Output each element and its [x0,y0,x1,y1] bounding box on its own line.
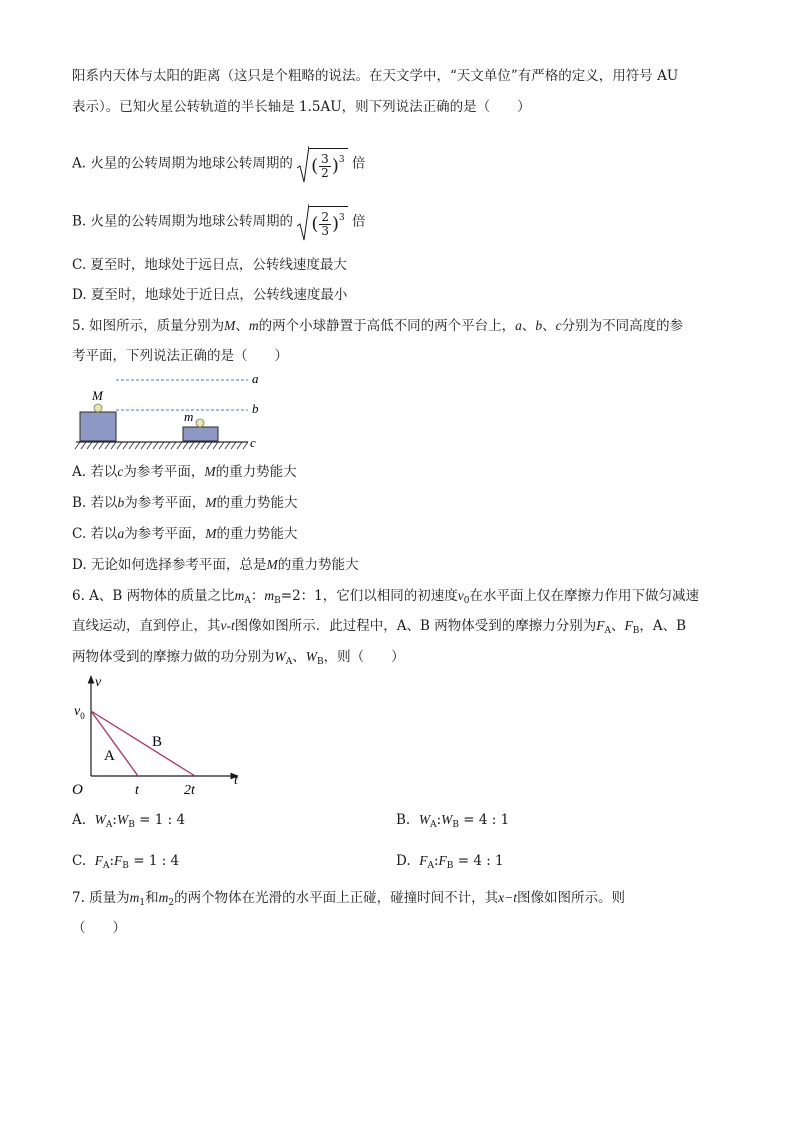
ratio-value: = 1 : 4 [133,853,180,869]
var-M: M [205,495,217,510]
opt-text: A. 若以 [72,464,118,480]
sub-B: B [317,657,324,667]
opt-text: 的重力势能大 [215,464,297,480]
var-FB: F [624,618,633,633]
opt-text: 的重力势能大 [277,557,359,573]
q4-option-b-suffix: 倍 [352,213,366,230]
var-WA: W [274,649,286,664]
q5-option-a[interactable] [72,463,297,481]
q5-option-b[interactable] [72,494,298,512]
q6-stem-line-3 [72,648,405,671]
v0-label: $v_0$ [74,704,85,721]
q7-stem-line-1 [72,889,625,912]
q5-option-d[interactable] [72,556,359,574]
sub-B: B [128,820,135,830]
exponent-a: 3 [338,155,345,165]
var-W: W [441,812,453,827]
q6-text: 两物体受到的摩擦力做的功分别为 [72,649,275,665]
label-m: m [184,409,194,424]
var-c: c [117,464,124,479]
q6-text: 图像如图所示．此过程中，A、B 两物体受到的摩擦力分别为 [234,618,597,634]
var-W: W [116,812,129,827]
intro-line-1: 阳系内天体与太阳的距离（这只是个粗略的说法。在天文学中，“天文单位”有严格的定义，用符号 AU [72,68,679,84]
option-letter: D. [396,853,411,869]
q6-text: 6. A、B 两物体的质量之比 [72,588,235,604]
q4-option-d[interactable]: D. 夏至时，地球处于近日点，公转线速度最小 [72,287,348,303]
colon: : [109,853,115,869]
var-W: W [418,812,431,827]
sub-A: A [430,820,437,830]
origin-label: O [72,782,83,798]
q6-text: 在水平面上仅在摩擦力作用下做匀减速 [469,588,699,604]
tall-platform [80,412,116,441]
q7-text: 的两个物体在光滑的水平面上正碰，碰撞时间不计，其 [174,890,499,906]
sub-B: B [446,861,454,871]
var-mB: m [264,588,275,603]
sub-2: 2 [168,898,175,908]
ball-M-icon [94,404,102,412]
comma: 、 [292,649,306,665]
q4-option-a[interactable] [72,148,365,180]
sub-A: A [285,657,293,667]
q4-option-b-text: B. 火星的公转周期为地球公转周期的 [72,213,294,230]
opt-text: 为参考平面， [124,526,206,542]
q6-text: 直线运动，直到停止，其 [72,618,221,634]
frac-b-denominator: 3 [321,224,329,238]
var-M: M [205,526,217,541]
q5-stem-line-2: 考平面，下列说法正确的是（ ） [72,348,288,364]
exponent-b: 3 [339,213,345,223]
var-M: M [224,318,236,333]
q5-stem-text-b: 的两个小球静置于高低不同的两个平台上， [258,318,516,334]
sqrt-expression-a: ( $\frac{3}{2}$ )$^3$ [297,148,347,180]
var-b: b [535,318,543,333]
q6-text: =2：1，它们以相同的初速度 [280,588,458,604]
var-FA: F [596,618,605,633]
var-WB: W [305,649,317,664]
frac-a-numerator: 3 [321,152,329,166]
var-M: M [266,557,278,572]
opt-text: 的重力势能大 [216,526,298,542]
q4-option-a-text: A. 火星的公转周期为地球公转周期的 [72,155,293,172]
q7-text: 图像如图所示。则 [517,890,625,906]
var-c: c [555,318,562,333]
separator: 、 [542,318,556,334]
label-A: A [104,748,115,764]
var-mA: m [234,588,245,603]
label-b: b [252,401,259,416]
q4-option-b[interactable] [72,206,366,238]
option-letter: B. [396,812,411,828]
q6-option-c[interactable] [72,852,179,875]
var-M: M [204,464,216,479]
sub-B: B [632,626,640,636]
sub-B: B [122,861,129,871]
var-F: F [94,853,103,868]
q4-option-c[interactable]: C. 夏至时，地球处于远日点，公转线速度最大 [72,257,347,273]
ratio-value: = 1 : 4 [139,812,186,828]
q6-option-d[interactable] [396,852,504,875]
q6-text: ，A、B [639,618,687,634]
var-v0: v [457,588,464,603]
colon: : [436,812,442,828]
line-B [91,711,195,776]
q6-stem-line-1 [72,587,699,610]
q6-vt-graph [68,670,248,800]
opt-text: 为参考平面， [123,464,205,480]
frac-b-numerator: 2 [321,210,329,224]
sub-B: B [452,820,459,830]
label-B: B [152,734,163,750]
var-vt: v-t [220,618,235,633]
sub-A: A [427,861,434,871]
label-a: a [252,371,259,386]
colon: ： [250,588,265,604]
sub-1: 1 [139,898,146,908]
var-F: F [114,853,123,868]
sub-A: A [604,626,611,636]
ground-hatching [75,442,248,449]
q7-text: 和 [145,890,159,906]
tick-t: t [135,783,139,798]
opt-text: B. 若以 [72,495,118,511]
colon: : [433,853,439,869]
ball-m-icon [196,419,204,427]
q4-option-a-suffix: 倍 [351,155,366,172]
q7-text: 7. 质量为 [72,890,130,906]
radical-sign-icon [297,144,309,184]
intro-line-2: 表示）。已知火星公转轨道的半长轴是 1.5AU，则下列说法正确的是（ ） [72,99,531,115]
sqrt-expression-b: ( $\frac{2}{3}$ )$^3$ [297,206,347,238]
sub-0: 0 [463,596,470,606]
ratio-value: = 4 : 1 [457,853,504,869]
comma: 、 [610,618,625,634]
q6-option-b[interactable] [396,811,509,834]
line-A [91,711,138,776]
sub-B: B [274,596,281,606]
q5-stem-line-1 [72,317,683,335]
opt-text: 的重力势能大 [216,495,298,511]
q5-stem-text: 5. 如图所示，质量分别为 [72,318,225,334]
label-c: c [250,435,256,450]
opt-text: 为参考平面， [124,495,206,511]
q6-option-a[interactable] [72,811,185,834]
q6-stem-line-2 [72,617,686,640]
ratio-value: = 4 : 1 [463,812,510,828]
t-axis-label: t [234,773,238,788]
sub-A: A [105,820,113,830]
var-W: W [94,812,106,827]
var-m1: m [129,890,140,905]
option-letter: A. [72,812,87,828]
var-b: b [117,495,125,510]
sub-A: A [244,596,251,606]
var-xt: x−t [498,890,517,905]
var-a: a [515,318,522,333]
colon: : [112,812,117,828]
tick-2t: 2t [184,783,195,798]
var-m: m [248,318,259,333]
separator: 、 [235,318,249,334]
var-a: a [117,526,125,541]
option-letter: C. [72,853,87,869]
q7-stem-line-2: （ ） [72,920,126,936]
separator: 、 [521,318,536,334]
q5-stem-text-c: 分别为不同高度的参 [561,318,684,334]
frac-a-denominator: 2 [321,166,329,180]
opt-text: C. 若以 [72,526,118,542]
radical-sign-icon [297,202,309,242]
short-platform [183,427,218,441]
var-F: F [419,853,428,868]
q5-platform-figure [72,369,272,457]
var-m2: m [158,890,169,905]
v-axis-label: v [95,675,102,690]
label-M: M [92,388,103,403]
q5-option-c[interactable] [72,525,297,543]
sub-A: A [102,861,110,871]
opt-text: D. 无论如何选择参考平面，总是 [72,557,267,573]
var-F: F [438,853,447,868]
q6-text: ，则（ ） [323,649,405,665]
